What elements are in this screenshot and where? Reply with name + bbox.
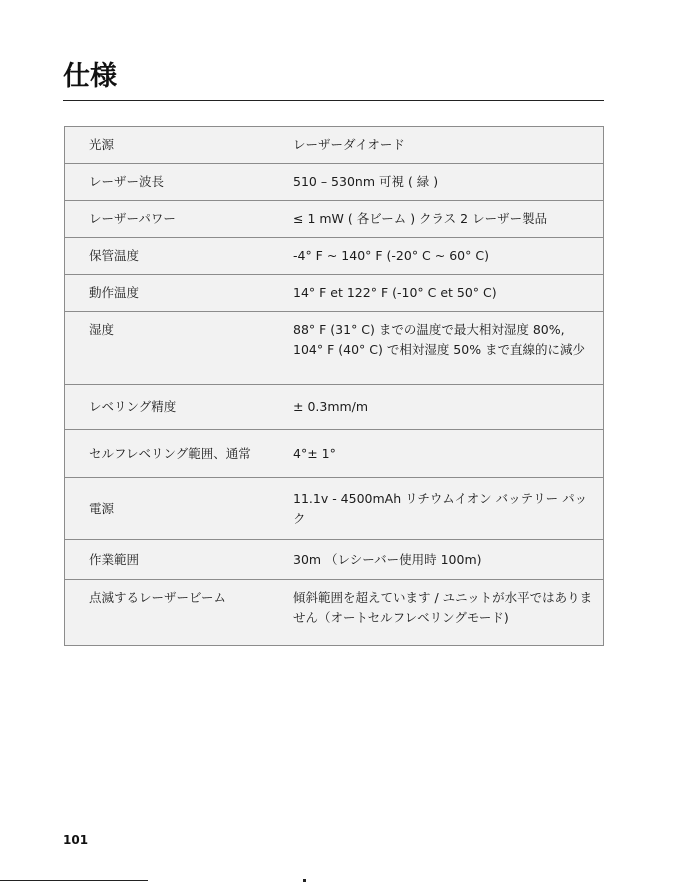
spec-value: 傾斜範囲を超えています / ユニットが水平ではありません（オートセルフレベリングモード) (293, 580, 604, 646)
footer-mark (303, 879, 306, 882)
table-row (65, 430, 604, 478)
table-row (65, 201, 604, 238)
table-row (65, 164, 604, 201)
table-row (65, 385, 604, 430)
spec-label: セルフレベリング範囲、通常 (65, 430, 294, 478)
spec-value: 30m （レシーバー使用時 100m) (293, 540, 604, 580)
table-row (65, 238, 604, 275)
spec-label: 保管温度 (65, 238, 294, 275)
spec-label: 光源 (65, 127, 294, 164)
spec-label: レーザーパワー (65, 201, 294, 238)
spec-value: 4°± 1° (293, 430, 604, 478)
spec-value: 510 – 530nm 可視 ( 緑 ) (293, 164, 604, 201)
table-row (65, 540, 604, 580)
footer-divider (0, 880, 148, 881)
table-row (65, 127, 604, 164)
spec-value: ≤ 1 mW ( 各ビーム ) クラス 2 レーザー製品 (293, 201, 604, 238)
spec-value: 14° F et 122° F (-10° C et 50° C) (293, 275, 604, 312)
spec-value: -4° F ~ 140° F (-20° C ~ 60° C) (293, 238, 604, 275)
page-title: 仕様 (63, 61, 117, 92)
table-row (65, 478, 604, 540)
spec-label: 動作温度 (65, 275, 294, 312)
spec-value: レーザーダイオード (293, 127, 604, 164)
spec-label: 湿度 (65, 312, 294, 385)
page-number: 101 (63, 833, 89, 847)
spec-value: 11.1v - 4500mAh リチウムイオン バッテリー パック (293, 478, 604, 540)
table-row (65, 275, 604, 312)
spec-table (64, 126, 604, 646)
table-row (65, 312, 604, 385)
title-divider (63, 100, 604, 101)
spec-label: 作業範囲 (65, 540, 294, 580)
spec-value: ± 0.3mm/m (293, 385, 604, 430)
spec-label: レベリング精度 (65, 385, 294, 430)
spec-label: 点滅するレーザービーム (65, 580, 294, 646)
spec-label: 電源 (65, 478, 294, 540)
spec-label: レーザー波長 (65, 164, 294, 201)
table-row (65, 580, 604, 646)
spec-value: 88° F (31° C) までの温度で最大相対湿度 80%, 104° F (40° C) で相対湿度 50% まで直線的に減少 (293, 312, 604, 385)
